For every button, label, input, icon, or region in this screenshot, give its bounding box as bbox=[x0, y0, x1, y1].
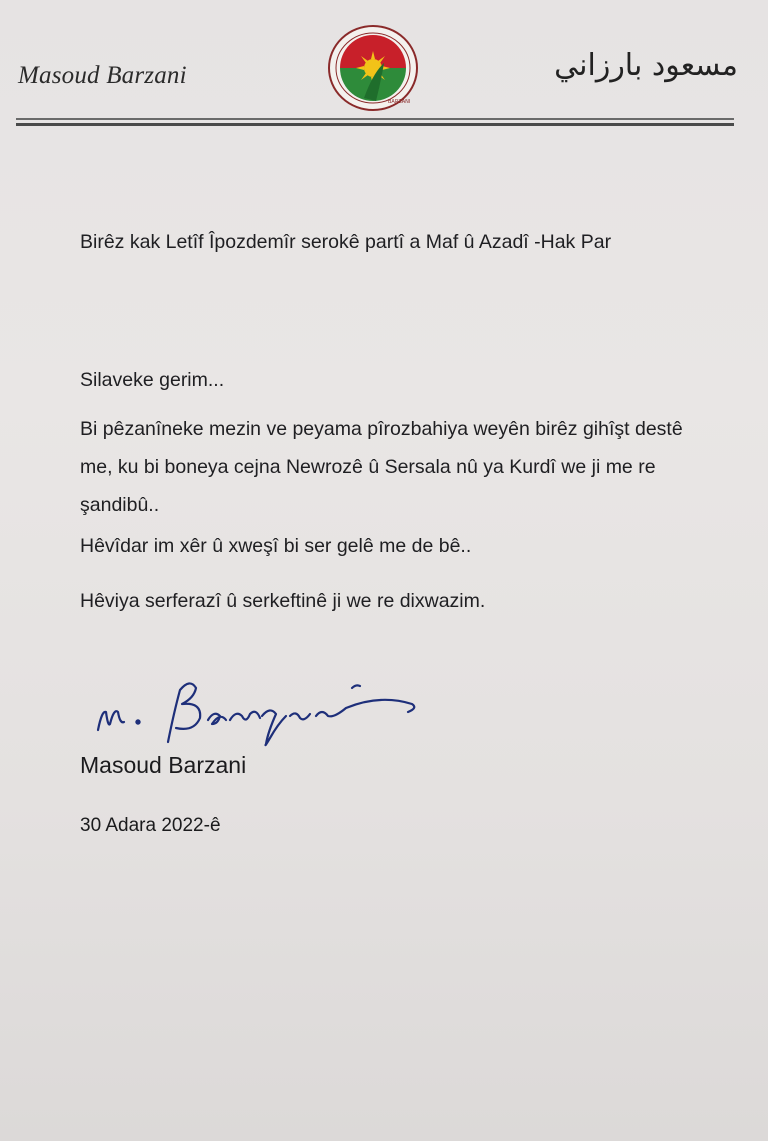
letterhead-name-arabic: مسعود بارزاني bbox=[554, 48, 738, 83]
emblem-text: BARZANI bbox=[388, 99, 411, 105]
closing-line: Hêviya serferazî û serkeftinê ji we re dixwazim. bbox=[80, 590, 486, 612]
addressee-line: Birêz kak Letîf Îpozdemîr serokê partî a Maf û Azadî -Hak Par bbox=[80, 231, 612, 253]
handwritten-signature bbox=[90, 672, 430, 752]
party-emblem-logo bbox=[326, 23, 420, 113]
header-rule-thick bbox=[16, 123, 734, 126]
header-rule bbox=[16, 118, 734, 120]
letterhead-name: Masoud Barzani bbox=[18, 62, 187, 89]
wish-line: Hêvîdar im xêr û xweşî bi ser gelê me de bê.. bbox=[80, 535, 472, 557]
letter-date: 30 Adara 2022-ê bbox=[80, 815, 221, 836]
signer-name: Masoud Barzani bbox=[80, 752, 247, 778]
greeting: Silaveke gerim... bbox=[80, 369, 225, 391]
body-paragraph: Bi pêzanîneke mezin ve peyama pîrozbahiya weyên birêz gihîşt destê me, ku bi boneya cejna Newrozê û Sersala nû ya Kurdî we ji me re şandibû.. bbox=[80, 418, 683, 516]
